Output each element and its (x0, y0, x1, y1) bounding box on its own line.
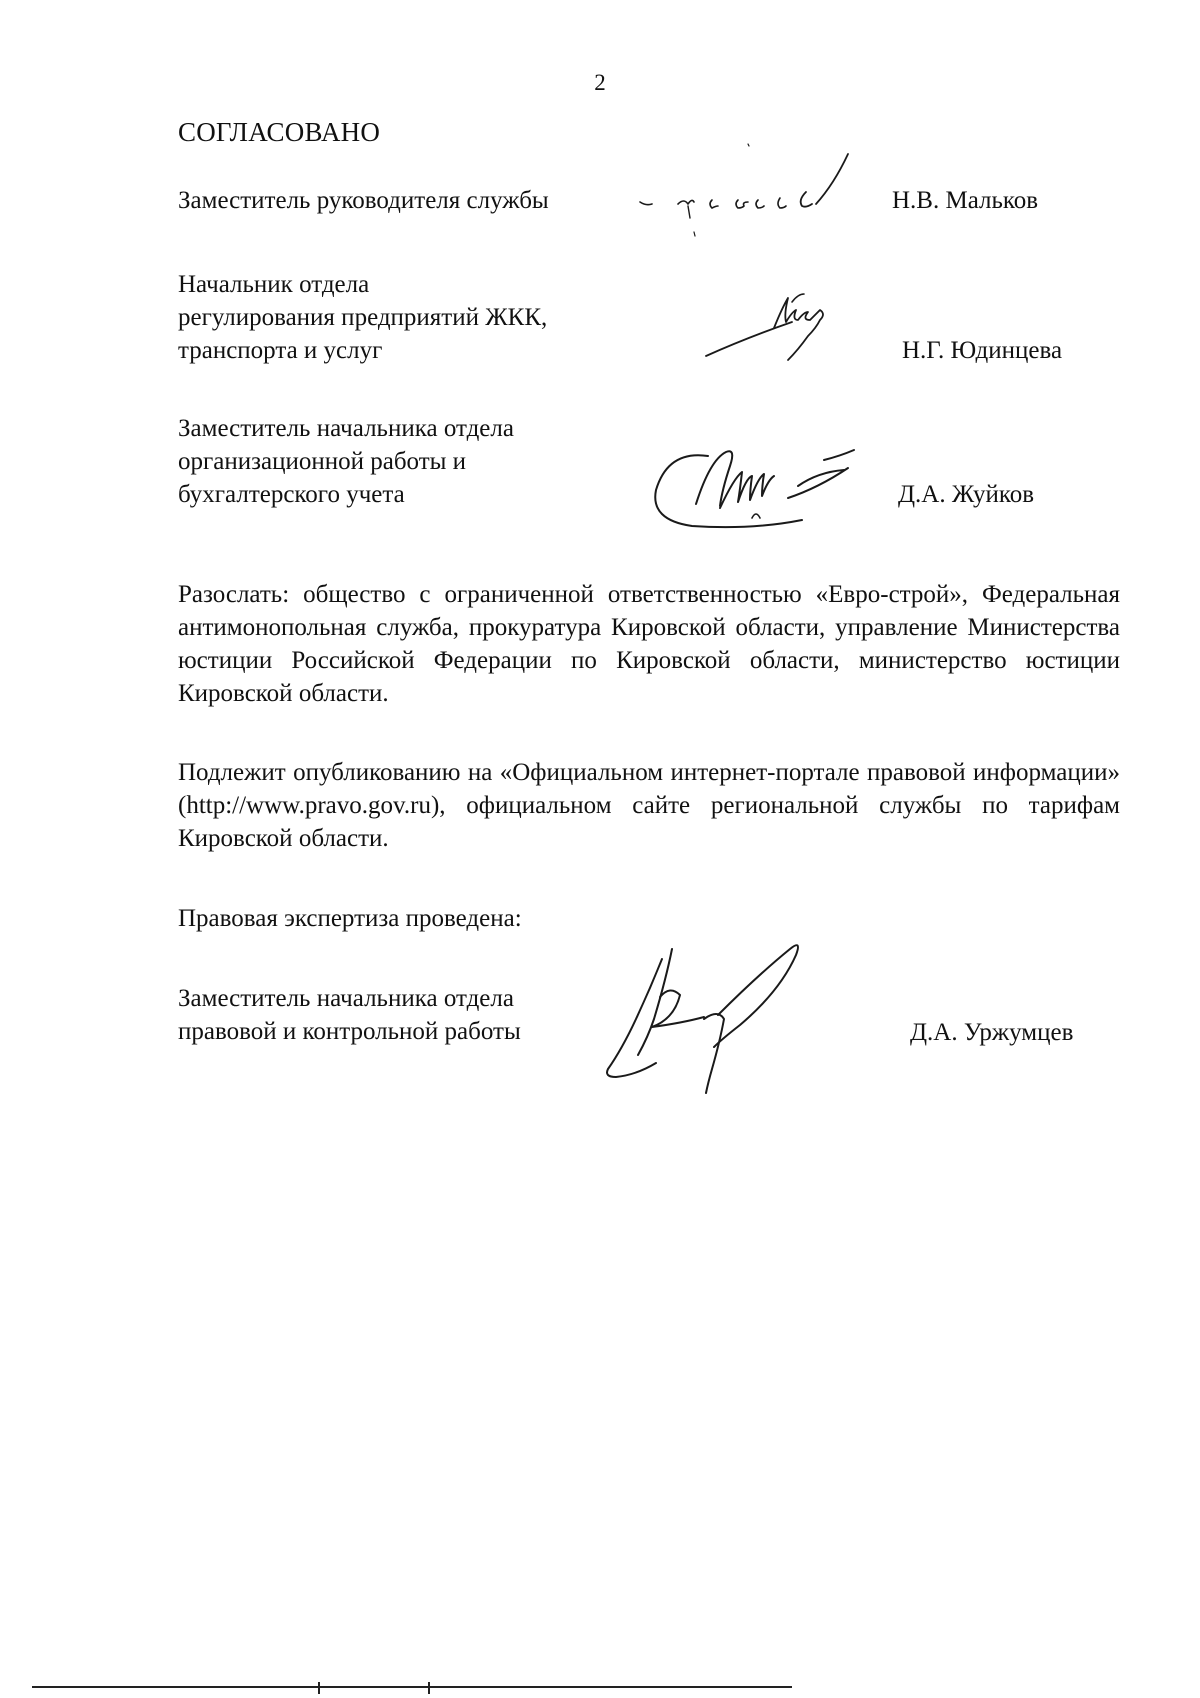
signatory-1-title-line: Заместитель руководителя службы (178, 187, 549, 214)
approval-heading: СОГЛАСОВАНО (178, 117, 381, 147)
legal-signatory-title (178, 982, 618, 1048)
signatory-3-title-line: бухгалтерского учета (178, 481, 405, 508)
bottom-rule-tick (428, 1682, 430, 1694)
signature-malkov (630, 140, 910, 260)
signatory-3-title-line: организационной работы и (178, 448, 467, 475)
legal-signatory-title-line: правовой и контрольной работы (178, 1018, 521, 1045)
signatory-1-title (178, 184, 618, 217)
signatory-2-title-line: Начальник отдела (178, 271, 370, 298)
signatory-1-name: Н.В. Мальков (892, 187, 1039, 214)
page-number: 2 (594, 70, 606, 95)
signatory-2-title-line: транспорта и услуг (178, 337, 383, 364)
legal-signatory-title-line: Заместитель начальника отдела (178, 985, 514, 1012)
legal-review-label: Правовая экспертиза проведена: (178, 905, 522, 932)
signatory-3-name: Д.А. Жуйков (898, 481, 1035, 508)
bottom-rule-tick (318, 1682, 320, 1694)
distribution-paragraph: Разослать: общество с ограниченной ответственностью «Евро-строй», Федеральная антимонопольная служба, прокуратура Кировской области, управление Министерства юстиции Российской Федерации по Кировской области, министерство юстиции Кировской области. (178, 581, 1120, 707)
signature-zhuikov (648, 440, 888, 540)
signatory-2-name: Н.Г. Юдинцева (902, 337, 1063, 364)
signatory-2-title-line: регулирования предприятий ЖКК, (178, 304, 548, 331)
signatory-3-title-line: Заместитель начальника отдела (178, 415, 514, 442)
publication-paragraph: Подлежит опубликованию на «Официальном интернет-портале правовой информации» (http://www.pravo.gov.ru), официальном сайте региональной службы по тарифам Кировской области. (178, 759, 1120, 852)
signatory-3-title (178, 412, 618, 511)
signature-urzhumtsev (600, 945, 880, 1085)
legal-signatory-name: Д.А. Уржумцев (910, 1019, 1074, 1046)
bottom-rule (32, 1686, 792, 1688)
signatory-2-title (178, 268, 618, 367)
signature-yudintseva (700, 290, 860, 380)
